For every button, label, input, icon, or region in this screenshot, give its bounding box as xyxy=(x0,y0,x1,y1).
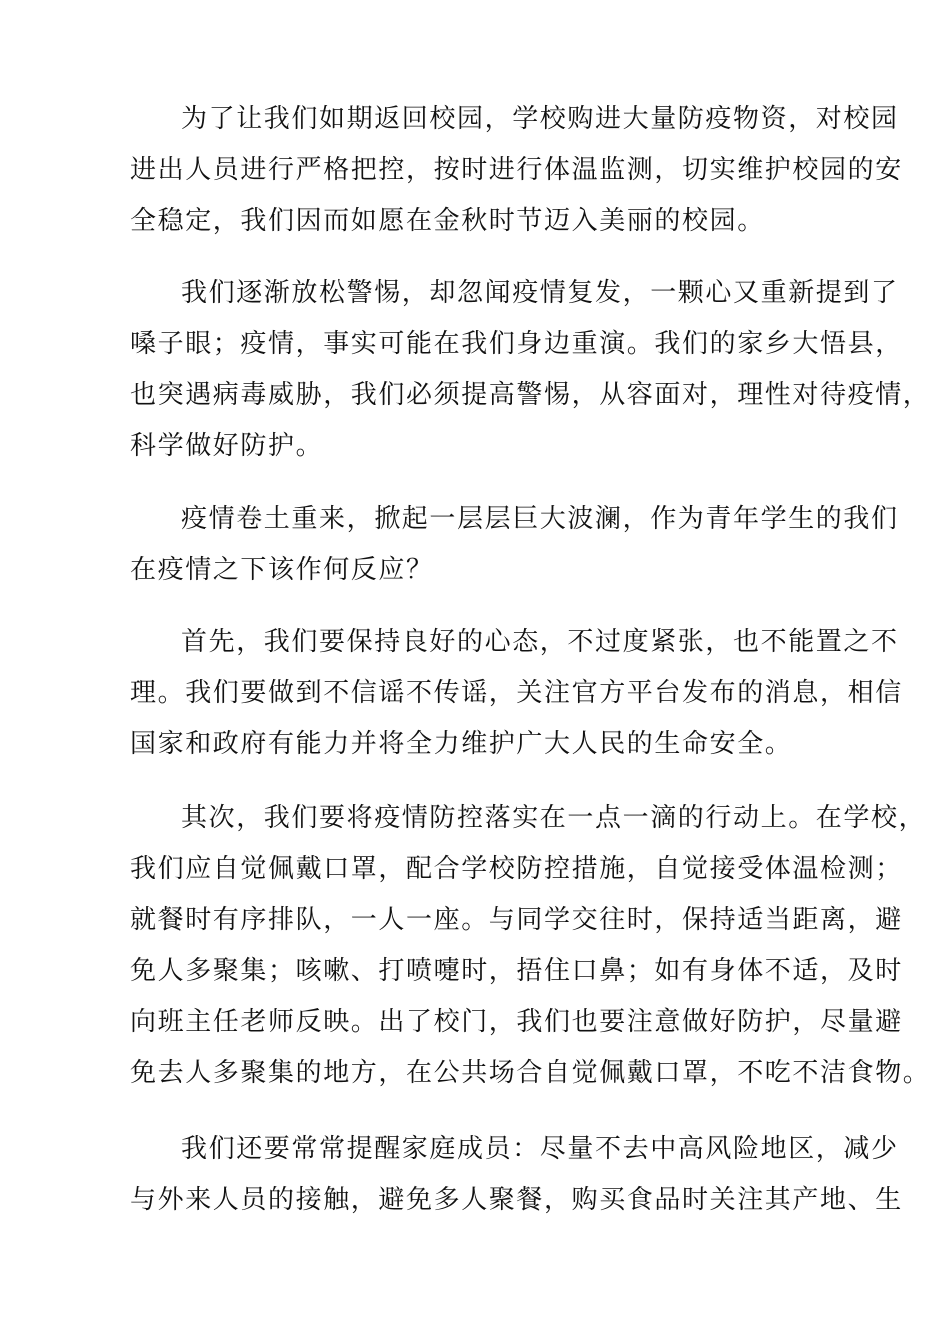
text-line: 也突遇病毒威胁，我们必须提高警惕，从容面对，理性对待疫情， xyxy=(130,380,931,410)
text-line: 我们逐渐放松警惕，却忽闻疫情复发，一颗心又重新提到了 xyxy=(181,278,899,308)
text-line: 进出人员进行严格把控，按时进行体温监测，切实维护校园的安 xyxy=(130,155,903,185)
text-line: 免去人多聚集的地方，在公共场合自觉佩戴口罩，不吃不洁食物。 xyxy=(130,1058,931,1088)
text-line: 就餐时有序排队，一人一座。与同学交往时，保持适当距离，避 xyxy=(130,905,903,935)
text-line: 我们还要常常提醒家庭成员：尽量不去中高风险地区，减少 xyxy=(181,1134,899,1164)
text-line: 嗓子眼；疫情，事实可能在我们身边重演。我们的家乡大悟县， xyxy=(130,329,903,359)
text-line: 向班主任老师反映。出了校门，我们也要注意做好防护，尽量避 xyxy=(130,1007,903,1037)
paragraph-epidemic-relapse xyxy=(130,268,931,472)
text-line: 其次，我们要将疫情防控落实在一点一滴的行动上。在学校， xyxy=(181,803,927,833)
text-line: 在疫情之下该作何反应？ xyxy=(130,555,434,585)
paragraph-good-mindset xyxy=(130,617,903,770)
text-line: 我们应自觉佩戴口罩，配合学校防控措施，自觉接受体温检测； xyxy=(130,854,903,884)
text-line: 理。我们要做到不信谣不传谣，关注官方平台发布的消息，相信 xyxy=(130,678,903,708)
text-line: 免人多聚集；咳嗽、打喷嚏时，捂住口鼻；如有身体不适，及时 xyxy=(130,956,903,986)
text-line: 全稳定，我们因而如愿在金秋时节迈入美丽的校园。 xyxy=(130,206,765,236)
text-line: 疫情卷土重来，掀起一层层巨大波澜，作为青年学生的我们 xyxy=(181,504,899,534)
text-line: 国家和政府有能力并将全力维护广大人民的生命安全。 xyxy=(130,729,793,759)
paragraph-remind-family xyxy=(130,1124,903,1226)
text-line: 首先，我们要保持良好的心态，不过度紧张，也不能置之不 xyxy=(181,627,899,657)
text-line: 为了让我们如期返回校园，学校购进大量防疫物资，对校园 xyxy=(181,104,899,134)
paragraph-how-to-respond xyxy=(130,494,899,596)
text-line: 与外来人员的接触，避免多人聚餐，购买食品时关注其产地、生 xyxy=(130,1185,903,1215)
text-line: 科学做好防护。 xyxy=(130,431,324,461)
paragraph-campus-return xyxy=(130,94,903,247)
paragraph-prevention-actions xyxy=(130,793,931,1099)
